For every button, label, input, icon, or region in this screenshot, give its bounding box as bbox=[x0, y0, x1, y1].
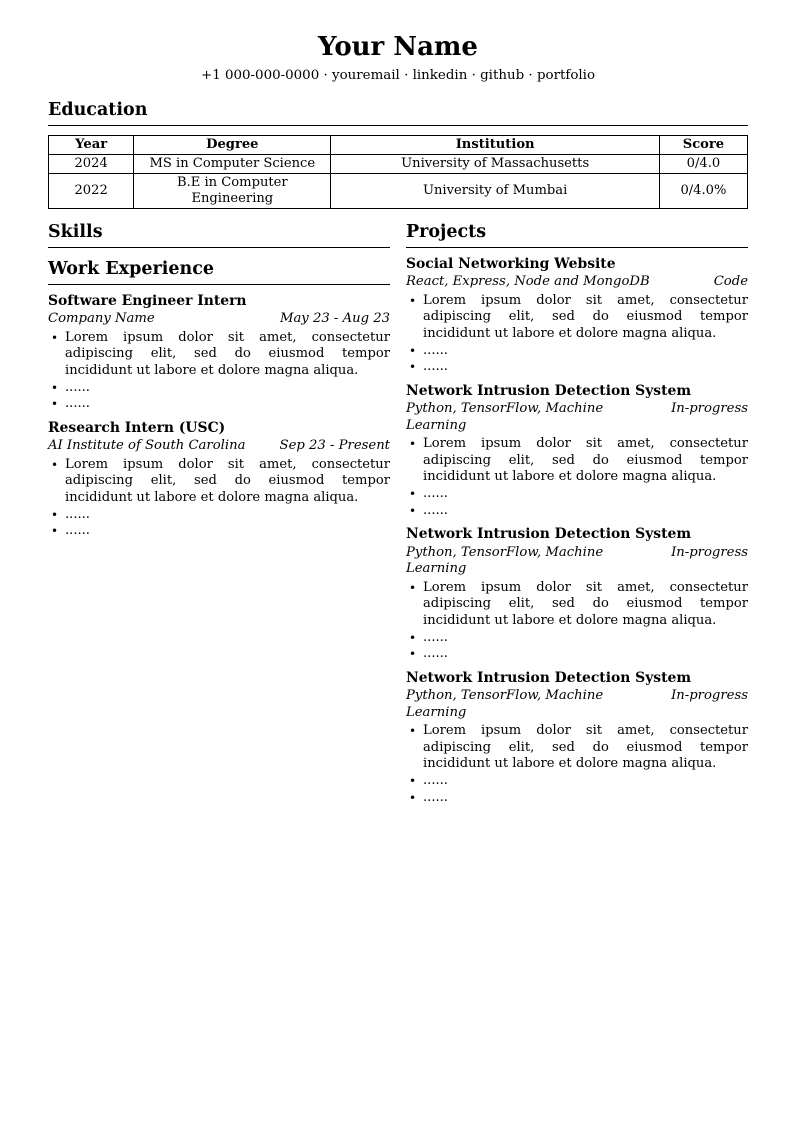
contact-separator: · bbox=[399, 67, 413, 83]
bullet-item bbox=[406, 580, 748, 630]
work-entry bbox=[48, 420, 390, 540]
bullet-text: ...... bbox=[65, 379, 90, 395]
bullet-item bbox=[406, 773, 748, 790]
bullet-text: ...... bbox=[423, 789, 448, 805]
contact-link-github[interactable]: github bbox=[480, 67, 525, 83]
work-entry-organization: AI Institute of South Carolina bbox=[48, 438, 246, 454]
two-column-area bbox=[48, 222, 748, 807]
bullet-item bbox=[48, 507, 390, 524]
education-section bbox=[48, 100, 748, 209]
work-entry-bullets bbox=[48, 330, 390, 413]
education-table-row bbox=[49, 173, 748, 208]
project-entry-subtitle bbox=[406, 274, 748, 291]
bullet-item bbox=[406, 790, 748, 807]
work-entry-role: Software Engineer Intern bbox=[48, 292, 247, 309]
contact-separator: · bbox=[467, 67, 481, 83]
bullet-marker-icon: • bbox=[409, 580, 417, 595]
project-entry bbox=[406, 383, 748, 520]
contact-separator: · bbox=[319, 67, 332, 83]
bullet-marker-icon: • bbox=[51, 397, 59, 412]
skills-heading: Skills bbox=[48, 222, 390, 248]
project-entries bbox=[406, 256, 748, 807]
project-entry-subtitle bbox=[406, 688, 748, 721]
education-table-header-row bbox=[49, 135, 748, 154]
contact-link-portfolio[interactable]: portfolio bbox=[536, 67, 596, 83]
work-experience-heading: Work Experience bbox=[48, 259, 390, 285]
bullet-item bbox=[48, 457, 390, 507]
work-entry-organization: Company Name bbox=[48, 311, 155, 327]
project-entry-status: In-progress bbox=[671, 544, 748, 560]
bullet-text: Lorem ipsum dolor sit amet, consectetur adipiscing elit, sed do eiusmod tempor incididunt ut labore et dolore magna aliqua. bbox=[423, 723, 748, 772]
project-entry-subtitle bbox=[406, 545, 748, 578]
project-entry-name: Network Intrusion Detection System bbox=[406, 526, 692, 543]
project-entry bbox=[406, 256, 748, 376]
contact-link-linkedin[interactable]: linkedin bbox=[412, 67, 468, 83]
bullet-text: ...... bbox=[65, 523, 90, 539]
bullet-marker-icon: • bbox=[409, 774, 417, 789]
right-column bbox=[406, 222, 748, 807]
project-entry-status: In-progress bbox=[671, 401, 748, 417]
project-entry bbox=[406, 670, 748, 807]
bullet-marker-icon: • bbox=[51, 524, 59, 539]
left-column bbox=[48, 222, 390, 807]
project-entry-status: In-progress bbox=[671, 688, 748, 704]
bullet-text: Lorem ipsum dolor sit amet, consectetur adipiscing elit, sed do eiusmod tempor incididunt ut labore et dolore magna aliqua. bbox=[423, 579, 748, 628]
education-cell: University of Massachusetts bbox=[331, 154, 660, 173]
bullet-text: Lorem ipsum dolor sit amet, consectetur adipiscing elit, sed do eiusmod tempor incididunt ut labore et dolore magna aliqua. bbox=[423, 436, 748, 485]
contact-phone: +1 000-000-0000 bbox=[200, 67, 320, 83]
bullet-marker-icon: • bbox=[51, 457, 59, 472]
bullet-item bbox=[406, 646, 748, 663]
bullet-marker-icon: • bbox=[409, 630, 417, 645]
work-entry-role: Research Intern (USC) bbox=[48, 419, 226, 436]
person-name: Your Name bbox=[318, 32, 478, 62]
education-col-header: Degree bbox=[134, 135, 331, 154]
bullet-text: ...... bbox=[423, 502, 448, 518]
work-entry-bullets bbox=[48, 457, 390, 540]
education-cell: 2024 bbox=[49, 154, 134, 173]
bullet-item bbox=[406, 630, 748, 647]
project-entry-technologies: React, Express, Node and MongoDB bbox=[406, 274, 650, 290]
bullet-marker-icon: • bbox=[409, 437, 417, 452]
contact-link-youremail[interactable]: youremail bbox=[332, 67, 400, 83]
work-entry-subtitle bbox=[48, 438, 390, 455]
education-cell: B.E in Computer Engineering bbox=[134, 173, 331, 208]
bullet-text: ...... bbox=[423, 773, 448, 789]
project-entry-name: Network Intrusion Detection System bbox=[406, 382, 692, 399]
bullet-marker-icon: • bbox=[409, 790, 417, 805]
work-entry-dates: Sep 23 - Present bbox=[279, 438, 390, 454]
education-col-header: Institution bbox=[331, 135, 660, 154]
bullet-text: ...... bbox=[423, 646, 448, 662]
project-entry-bullets bbox=[406, 580, 748, 663]
bullet-text: Lorem ipsum dolor sit amet, consectetur adipiscing elit, sed do eiusmod tempor incididunt ut labore et dolore magna aliqua. bbox=[423, 292, 748, 341]
work-experience-section bbox=[48, 259, 390, 540]
bullet-marker-icon: • bbox=[409, 503, 417, 518]
project-entry-technologies: Python, TensorFlow, Machine Learning bbox=[406, 401, 604, 433]
education-cell: University of Mumbai bbox=[331, 173, 660, 208]
project-entry-bullets bbox=[406, 723, 748, 806]
bullet-item bbox=[48, 523, 390, 540]
bullet-text: Lorem ipsum dolor sit amet, consectetur adipiscing elit, sed do eiusmod tempor incididunt ut labore et dolore magna aliqua. bbox=[65, 329, 390, 378]
education-cell: MS in Computer Science bbox=[134, 154, 331, 173]
education-table-row bbox=[49, 154, 748, 173]
project-entry-subtitle bbox=[406, 401, 748, 434]
bullet-marker-icon: • bbox=[51, 330, 59, 345]
projects-heading: Projects bbox=[406, 222, 748, 248]
bullet-text: ...... bbox=[423, 629, 448, 645]
bullet-marker-icon: • bbox=[409, 647, 417, 662]
bullet-marker-icon: • bbox=[51, 380, 59, 395]
bullet-marker-icon: • bbox=[409, 343, 417, 358]
project-entry-bullets bbox=[406, 436, 748, 519]
education-table bbox=[48, 135, 748, 209]
bullet-item bbox=[48, 380, 390, 397]
contact-line bbox=[48, 68, 748, 83]
education-col-header: Year bbox=[49, 135, 134, 154]
bullet-marker-icon: • bbox=[409, 360, 417, 375]
project-entry-name: Social Networking Website bbox=[406, 255, 616, 272]
bullet-item bbox=[406, 359, 748, 376]
bullet-marker-icon: • bbox=[51, 507, 59, 522]
bullet-text: ...... bbox=[65, 396, 90, 412]
bullet-text: ...... bbox=[423, 486, 448, 502]
contact-separator: · bbox=[524, 67, 537, 83]
bullet-item bbox=[406, 723, 748, 773]
education-heading: Education bbox=[48, 100, 748, 126]
bullet-marker-icon: • bbox=[409, 724, 417, 739]
bullet-item bbox=[48, 396, 390, 413]
project-entry-technologies: Python, TensorFlow, Machine Learning bbox=[406, 544, 604, 577]
projects-section bbox=[406, 222, 748, 807]
project-entry bbox=[406, 526, 748, 663]
skills-section bbox=[48, 222, 390, 248]
project-code-link[interactable]: Code bbox=[713, 274, 748, 290]
work-entry bbox=[48, 293, 390, 413]
bullet-item bbox=[48, 330, 390, 380]
bullet-item bbox=[406, 343, 748, 360]
bullet-text: ...... bbox=[65, 506, 90, 522]
work-entry-subtitle bbox=[48, 311, 390, 328]
bullet-marker-icon: • bbox=[409, 293, 417, 308]
project-entry-bullets bbox=[406, 293, 748, 376]
education-col-header: Score bbox=[659, 135, 747, 154]
bullet-text: Lorem ipsum dolor sit amet, consectetur adipiscing elit, sed do eiusmod tempor incididunt ut labore et dolore magna aliqua. bbox=[65, 456, 390, 505]
bullet-marker-icon: • bbox=[409, 487, 417, 502]
work-entry-dates: May 23 - Aug 23 bbox=[279, 311, 390, 327]
bullet-item bbox=[406, 486, 748, 503]
bullet-item bbox=[406, 293, 748, 343]
bullet-text: ...... bbox=[423, 359, 448, 375]
education-cell: 0/4.0% bbox=[659, 173, 747, 208]
bullet-item bbox=[406, 436, 748, 486]
bullet-text: ...... bbox=[423, 342, 448, 358]
education-cell: 0/4.0 bbox=[659, 154, 747, 173]
education-cell: 2022 bbox=[49, 173, 134, 208]
work-experience-entries bbox=[48, 293, 390, 540]
bullet-item bbox=[406, 503, 748, 520]
resume-header bbox=[48, 33, 748, 83]
project-entry-name: Network Intrusion Detection System bbox=[406, 669, 692, 686]
project-entry-technologies: Python, TensorFlow, Machine Learning bbox=[406, 688, 604, 720]
